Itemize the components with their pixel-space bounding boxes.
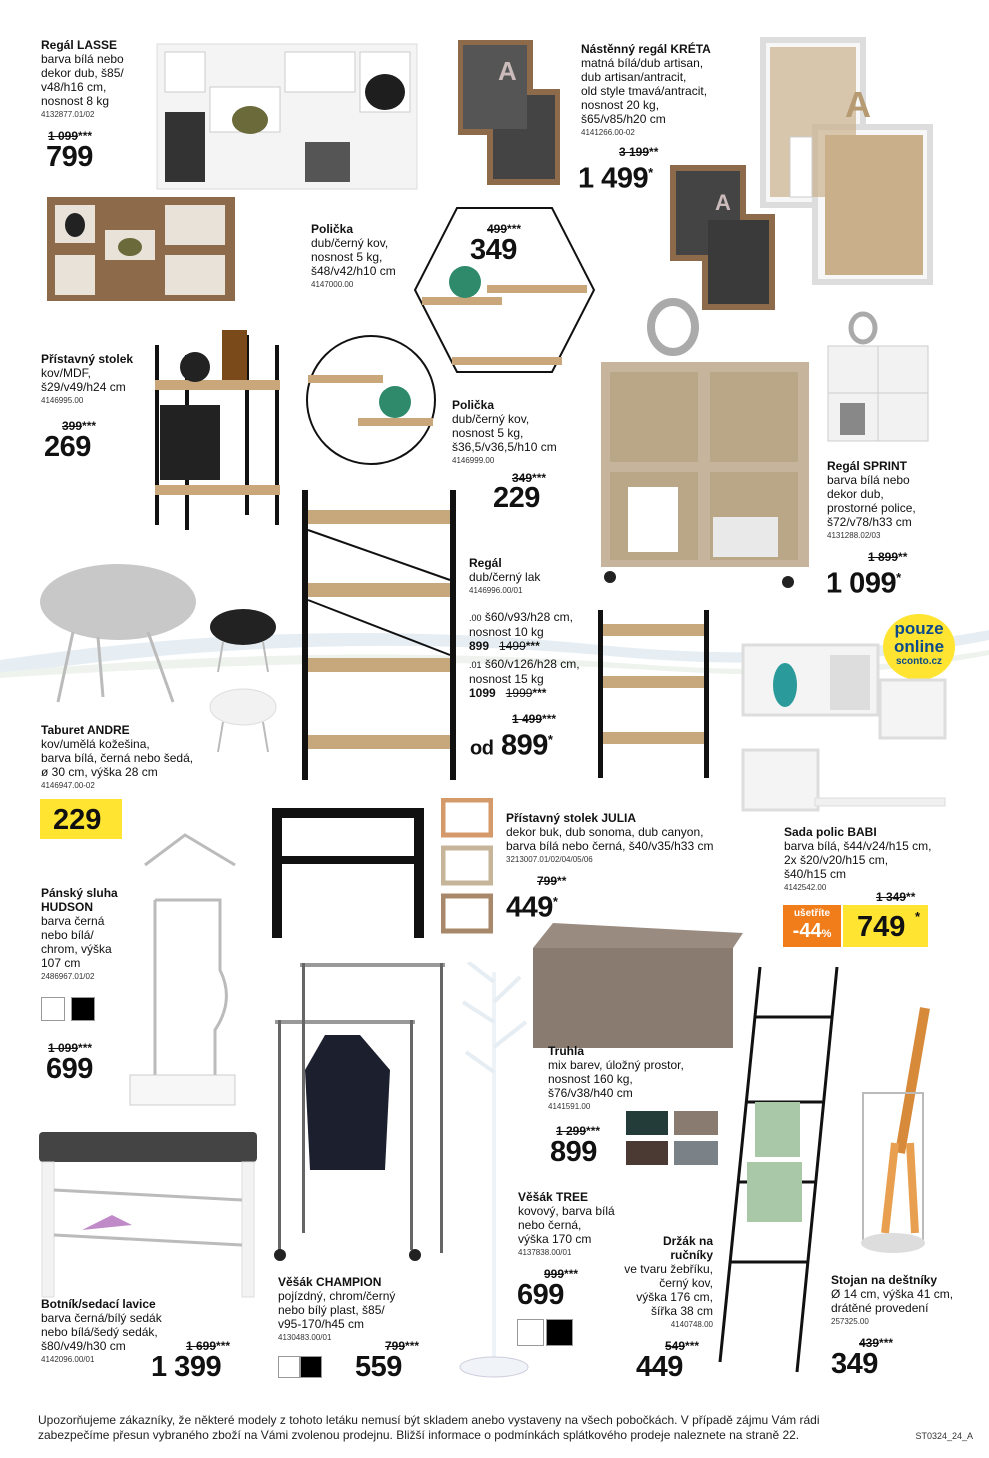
product-code: 2486967.01/02 [41, 972, 95, 981]
product-sprint [827, 459, 957, 541]
product-code: 4142542.00 [784, 883, 827, 892]
valet-stand-image [125, 830, 245, 1110]
product-name: Sada polic BABI [784, 825, 877, 839]
product-policka-hex [311, 222, 421, 290]
product-desc: dub/černý kov, nosnost 5 kg, š36,5/v36,5/h10 cm [452, 412, 557, 454]
product-name: Držák na ručníky [662, 1234, 713, 1262]
product-code: 4130483.00/01 [278, 1333, 332, 1342]
product-desc: dub/černý kov, nosnost 5 kg, š48/v42/h10 cm [311, 236, 396, 278]
regal-variant-01: .01 š60/v126/h28 cm, nosnost 15 kg 1099 1999*** [469, 657, 580, 700]
product-name: Regál LASSE [41, 38, 118, 52]
clothes-rack-image [270, 960, 450, 1285]
regal-tall-image [300, 490, 458, 782]
product-code: 4142096.00/01 [41, 1355, 95, 1364]
product-kreta [581, 42, 756, 138]
product-desc: dekor buk, dub sonoma, dub canyon, barva bílá nebo černá, š40/v35/h33 cm [506, 825, 714, 853]
swatch-white[interactable] [517, 1319, 544, 1346]
shelf-kreta-white-image [760, 37, 935, 287]
product-andre [41, 723, 251, 791]
product-desc: kov/MDF, š29/v49/h24 cm [41, 366, 126, 394]
product-desc: barva bílá, š44/v24/h15 cm, 2x š20/v20/h15 cm, š40/h15 cm [784, 839, 932, 881]
product-desc: Ø 14 cm, výška 41 cm, drátěné provedení [831, 1287, 954, 1315]
old-price: 1 099*** [48, 1041, 93, 1055]
discount-badge: ušetříte -44% [783, 905, 841, 947]
price: 449 [636, 1351, 683, 1383]
product-desc: matná bílá/dub artisan, dub artisan/antracit, old style tmavá/antracit, nosnost 20 kg, š65/v85/h20 cm [581, 56, 708, 126]
price: 1 499* [578, 162, 653, 195]
product-policka-round [452, 398, 592, 466]
product-name: Věšák TREE [518, 1190, 589, 1204]
page-code: ST0324_24_A [915, 1431, 973, 1441]
product-code: 3213007.01/02/04/05/06 [506, 855, 593, 864]
old-price: 1 349** [876, 890, 916, 904]
price-tag-andre: 229 [40, 799, 122, 839]
swatch-white[interactable] [41, 997, 65, 1021]
swatch-black[interactable] [546, 1319, 573, 1346]
shelf-lasse-white-image [155, 42, 420, 192]
product-code: 4146947.00-02 [41, 781, 95, 790]
shoe-bench-image [37, 1130, 259, 1300]
product-desc: barva bílá nebo dekor dub, š85/ v48/h16 cm, nosnost 8 kg [41, 52, 124, 108]
price: 349 [831, 1348, 878, 1380]
product-name: Nástěnný regál KRÉTA [581, 42, 711, 56]
product-truhla [548, 1044, 723, 1112]
product-desc: barva černá/bílý sedák nebo bílá/šedý sedák, š80/v49/h30 cm [41, 1311, 162, 1353]
svg-text:A: A [715, 190, 731, 215]
product-code: 4140748.00 [670, 1320, 713, 1329]
product-hudson [41, 886, 136, 982]
old-price: 1 099*** [48, 129, 93, 143]
product-name: Botník/sedací lavice [41, 1297, 156, 1311]
product-desc: kov/umělá kožešina, barva bílá, černá nebo šedá, ø 30 cm, výška 28 cm [41, 737, 194, 779]
svg-text:A: A [845, 84, 871, 125]
swatch-black[interactable] [71, 997, 95, 1021]
storage-box-colors-image [624, 1108, 720, 1168]
umbrella-stand-image [855, 1003, 930, 1258]
regal-short-image [596, 610, 711, 780]
old-price: 399*** [62, 419, 97, 433]
product-desc: barva černá nebo bílá/ chrom, výška 107 cm [41, 914, 112, 970]
price: 1 399 [151, 1351, 222, 1383]
product-name: Přístavný stolek [41, 352, 134, 366]
price: 559 [355, 1351, 402, 1383]
product-code: 257325.00 [831, 1317, 869, 1326]
product-code: 4137838.00/01 [518, 1248, 572, 1257]
product-code: 4146996.00/01 [469, 586, 523, 595]
badge-line2: online [893, 637, 945, 656]
price: 229 [493, 482, 540, 514]
product-regal [469, 556, 599, 596]
old-price: 439*** [859, 1336, 894, 1350]
towel-ladder-image [715, 962, 845, 1377]
old-price: 1 899** [868, 550, 908, 564]
product-stojan [831, 1273, 981, 1327]
side-table-image [150, 325, 282, 530]
product-name: Pánský sluha HUDSON [41, 886, 118, 914]
price: 799 [46, 141, 93, 173]
product-desc: pojízdný, chrom/černý nebo bílý plast, š85/ v95-170/h45 cm [278, 1289, 396, 1331]
old-price: 499*** [487, 222, 522, 236]
price: 899 [550, 1136, 597, 1168]
julia-variants-image [441, 798, 493, 938]
product-side-table [41, 352, 151, 406]
product-name: Taburet ANDRE [41, 723, 130, 737]
old-price: 1 499*** [512, 712, 557, 726]
babi-shelves-image [740, 640, 948, 815]
product-code: 4141591.00 [548, 1102, 591, 1111]
product-champion [278, 1275, 438, 1343]
disclaimer-text: Upozorňujeme zákazníky, že některé modely z tohoto letáku nemusí být skladem anebo vystaveny na všech pobočkách. V případě zájmu Vám rádi zabezpečíme přesun vybraného zboží na Vámi zvolenou prodejnu. Bližší informace o podmínkách splátkového prodeje naleznete na straně 22. [38, 1413, 820, 1442]
product-name: Regál [469, 556, 502, 570]
shelf-kreta-oak-image [458, 40, 560, 185]
old-price: 1 299*** [556, 1124, 601, 1138]
swatch-black[interactable] [300, 1356, 322, 1378]
shelf-round-image [303, 330, 438, 470]
price: 699 [46, 1053, 93, 1085]
sprint-oak-image [598, 292, 813, 590]
product-name: Přístavný stolek JULIA [506, 811, 637, 825]
badge-line3: sconto.cz [895, 656, 943, 667]
price-tag-babi: 749 * [843, 905, 928, 947]
old-price: 799*** [385, 1339, 420, 1353]
product-desc: kovový, barva bílá nebo černá, výška 170 cm [518, 1204, 615, 1246]
product-name: Polička [311, 222, 354, 236]
old-price: 549*** [665, 1339, 700, 1353]
product-code: 4131288.02/03 [827, 531, 881, 540]
shelf-lasse-oak-image [45, 195, 237, 303]
product-desc: barva bílá nebo dekor dub, prostorné police, š72/v78/h33 cm [827, 473, 916, 529]
old-price: 799** [537, 874, 567, 888]
product-code: 4146995.00 [41, 396, 84, 405]
product-desc: ve tvaru žebříku, černý kov, výška 176 cm, šířka 38 cm [624, 1262, 713, 1318]
product-name: Stojan na deštníky [831, 1273, 938, 1287]
product-drzak [618, 1234, 713, 1330]
price: 699 [517, 1279, 564, 1311]
price: 1 099* [826, 567, 901, 600]
product-code: 4147000.00 [311, 280, 354, 289]
julia-black-image [270, 806, 428, 941]
old-price: 1 699*** [186, 1339, 231, 1353]
product-code: 4132877.01/02 [41, 110, 95, 119]
price: od 899* [470, 729, 553, 762]
product-name: Regál SPRINT [827, 459, 908, 473]
product-name: Truhla [548, 1044, 585, 1058]
old-price: 999*** [544, 1267, 579, 1281]
regal-variant-00: .00 š60/v93/h28 cm, nosnost 10 kg 899 1499*** [469, 610, 573, 653]
svg-text:A: A [498, 56, 517, 86]
old-price: 349*** [512, 471, 547, 485]
product-desc: mix barev, úložný prostor, nosnost 160 kg, š76/v38/h40 cm [548, 1058, 684, 1100]
storage-box-image [528, 918, 743, 1051]
swatch-white[interactable] [278, 1356, 300, 1378]
badge-line1: pouze [894, 619, 944, 638]
price: 449* [506, 891, 558, 924]
product-name: Polička [452, 398, 495, 412]
product-julia [506, 811, 741, 865]
price: 349 [470, 234, 517, 266]
product-desc: dub/černý lak [469, 570, 541, 584]
product-babi [784, 825, 969, 893]
product-code: 4146999.00 [452, 456, 495, 465]
product-lasse [41, 38, 151, 120]
product-name: Věšák CHAMPION [278, 1275, 382, 1289]
price: 269 [44, 431, 91, 463]
shelf-kreta-dark-image [670, 165, 775, 310]
product-code: 4141266.00-02 [581, 128, 635, 137]
sprint-white-image [825, 308, 930, 443]
old-price: 3 199** [619, 145, 659, 159]
